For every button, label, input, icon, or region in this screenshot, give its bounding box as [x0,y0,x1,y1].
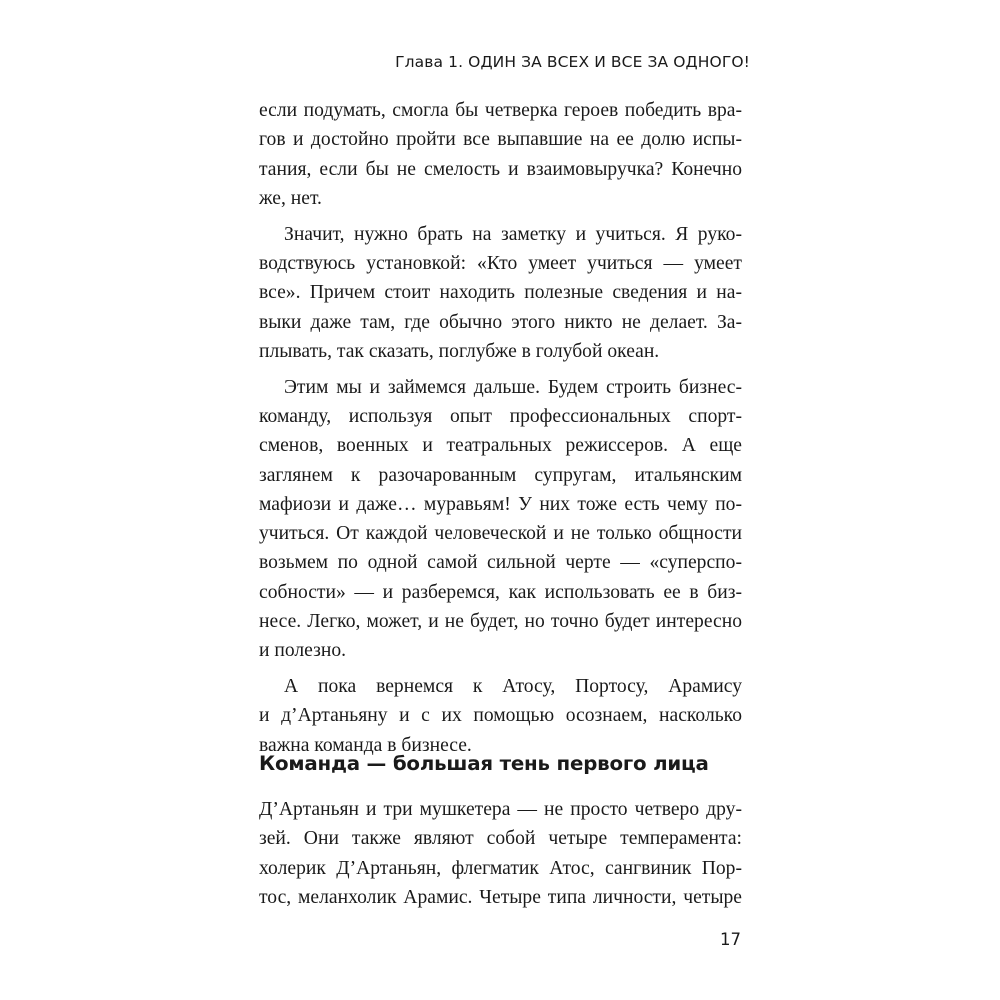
text-line: заглянем к разочарованным супругам, итальянским [259,464,742,486]
text-line: Значит, нужно брать на заметку и учиться. Я руко- [284,223,742,245]
text-line: же, нет. [259,187,322,209]
paragraph [259,672,742,760]
text-line: несе. Легко, может, и не будет, но точно будет интересно [259,611,742,633]
text-line: собности» — и разберемся, как использовать ее в биз- [259,581,742,603]
paragraph [259,96,742,213]
text-line: зей. Они также являют собой четыре темперамента: [259,828,742,850]
text-line: все». Причем стоит находить полезные сведения и на- [259,282,742,304]
text-line: и д’Артаньяну и с их помощью осознаем, насколько [259,705,742,727]
text-line: Д’Артаньян и три мушкетера — не просто четверо дру- [259,799,742,820]
text-line: важна команда в бизнесе. [259,734,472,756]
text-line: и полезно. [259,640,347,662]
text-line: водствуюсь установкой: «Кто умеет учиться — умеет [259,252,742,274]
section-body-text [259,795,742,912]
paragraph [259,220,742,366]
section-heading: Команда — большая тень первого лица [259,752,709,775]
running-head: Глава 1. ОДИН ЗА ВСЕХ И ВСЕ ЗА ОДНОГО! [395,53,750,71]
text-line: сменов, военных и театральных режиссеров. А еще [259,435,742,457]
page-number: 17 [720,930,741,949]
text-line: холерик Д’Артаньян, флегматик Атос, сангвиник Пор- [259,857,742,879]
text-line: учиться. От каждой человеческой и не только общности [259,523,742,545]
text-line: А пока вернемся к Атосу, Портосу, Арамису [284,676,742,698]
text-line: плывать, так сказать, поглубже в голубой океан. [259,340,660,362]
text-line: выки даже там, где обычно этого никто не делает. За- [259,311,742,333]
text-line: гов и достойно пройти все выпавшие на ее долю испы- [259,129,742,151]
text-line: мафиози и даже… муравьям! У них тоже есть чему по- [259,493,742,515]
text-line: тания, если бы не смелость и взаимовыручка? Конечно [259,158,742,180]
text-line: команду, используя опыт профессиональных спорт- [259,405,742,427]
text-line: возьмем по одной самой сильной черте — «суперспо- [259,552,742,574]
paragraph [259,373,742,666]
text-line: Этим мы и займемся дальше. Будем строить бизнес- [284,376,742,398]
body-text [259,96,742,767]
text-line: если подумать, смогла бы четверка героев победить вра- [259,100,742,121]
text-line: тос, меланхолик Арамис. Четыре типа личности, четыре [259,886,742,908]
